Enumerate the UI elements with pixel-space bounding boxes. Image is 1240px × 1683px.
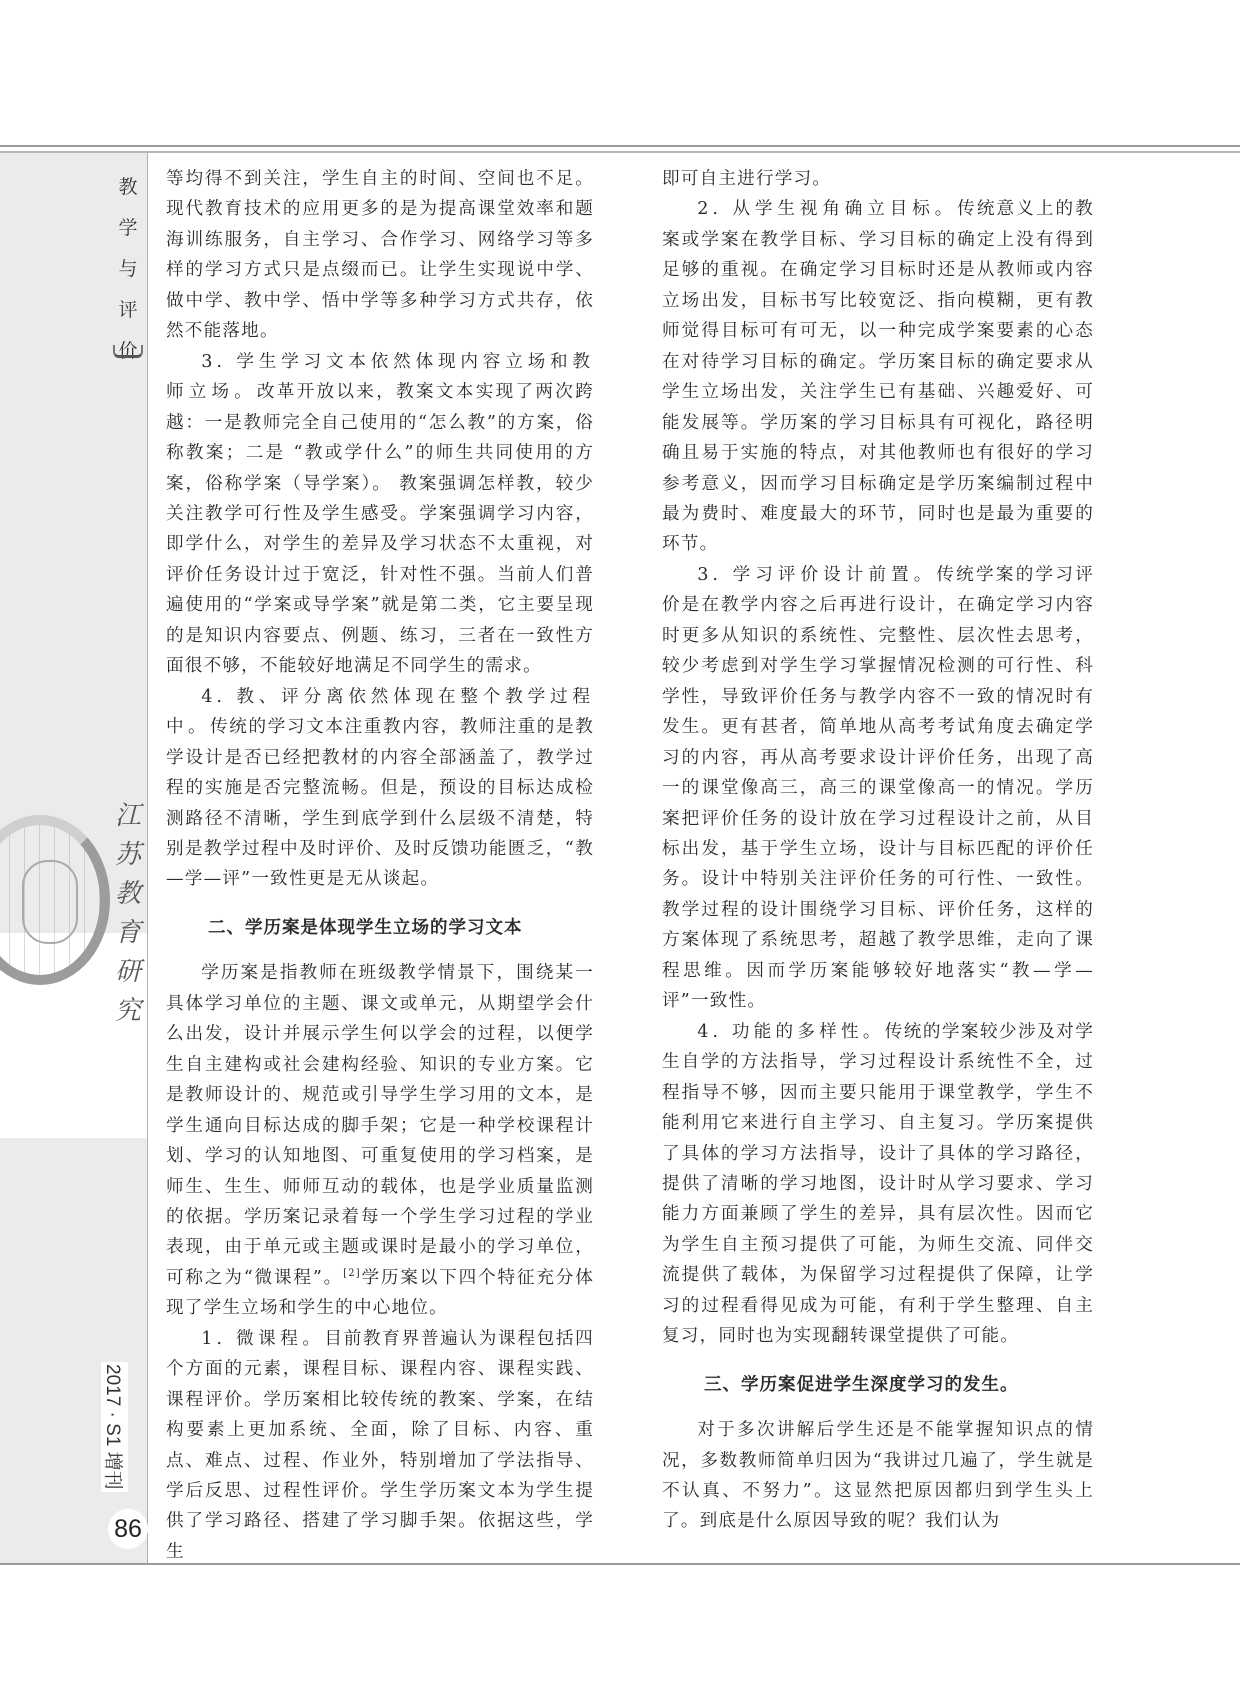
left-column (166, 164, 594, 1567)
paragraph: 对于多次讲解后学生还是不能掌握知识点的情况，多数教师简单归因为“我讲过几遍了，学生就是不认真、不努力”。这显然把原因都归到学生头上了。到底是什么原因导致的呢？我们认为 (662, 1420, 1094, 1532)
paragraph (662, 194, 1094, 559)
journal-name-char: 教 (114, 879, 141, 909)
citation-ref: [2] (343, 1268, 361, 1279)
paragraph-lead: 3. 学生学习文本依然体现内容立场和教师立场。 (166, 351, 594, 403)
paragraph-body: 传统的学习文本注重教内容，教师注重的是教学设计是否已经把教材的内容全部涵盖了，教学过程的实施是否完整流畅。但是，预设的目标达成检测路径不清晰，学生到底学到什么层级不清楚，特别是教学过程中及时评价、及时反馈功能匮乏，“教—学—评”一致性更是无从谈起。 (166, 717, 594, 890)
paragraph-body: 学历案是指教师在班级教学情景下，围绕某一具体学习单位的主题、课文或单元，从期望学会什么出发，设计并展示学生何以学会的过程，以便学生自主建构或社会建构经验、知识的专业方案。它是教师设计的、规范或引导学生学习用的文本，是学生通向目标达成的脚手架；它是一种学校课程计划、学习的认知地图、可重复使用的学习档案，是师生、生生、师师互动的载体，也是学业质量监测的依据。学历案记录着每一个学生学习过程的学业表现，由于单元或主题或课时是最小的学习单位，可称之为“微课程”。 (166, 963, 594, 1288)
section-label-char: 学 (118, 217, 138, 239)
page-number: 86 (108, 1509, 148, 1549)
paragraph-lead: 3. 学习评价设计前置。 (697, 564, 937, 585)
issue-label: 2017 · S1 增刊 (101, 1362, 128, 1492)
paragraph (166, 682, 594, 895)
paragraph-lead: 4. 功能的多样性。 (697, 1021, 885, 1042)
paragraph-body: 传统的学案较少涉及对学生自学的方法指导，学习过程设计系统性不全，过程指导不够，因而主要只能用于课堂教学，学生不能利用它来进行自主学习、自主复习。学历案提供了具体的学习方法指导，设计了具体的学习路径，提供了清晰的学习地图，设计时从学习要求、学习能力方面兼顾了学生的差异，具有层次性。因而它为学生自主预习提供了可能，为师生交流、同伴交流提供了载体，为保留学习过程提供了保障，让学习的过程看得见成为可能，有利于学生整理、自主复习，同时也为实现翻转课堂提供了可能。 (662, 1021, 1094, 1347)
paragraph-body: 目前教育界普遍认为课程包括四个方面的元素，课程目标、课程内容、课程实践、课程评价。学历案相比较传统的教案、学案，在结构要素上更加系统、全面，除了目标、内容、重点、难点、过程、作业外，特别增加了学法指导、学后反思、过程性评价。学生学历案文本为学生提供了学习路径、搭建了学习脚手架。依据这些，学生 (166, 1328, 594, 1562)
paragraph-body: 学历案以下四个特征充分体现了学生立场和学生的中心地位。 (166, 1267, 594, 1319)
bottom-rule (0, 1563, 1240, 1565)
journal-name-char: 究 (114, 996, 141, 1026)
paragraph (662, 1017, 1094, 1352)
top-rule-secondary (0, 151, 1240, 153)
journal-name-char: 苏 (114, 840, 141, 870)
right-column (662, 164, 1094, 1537)
paragraph (662, 560, 1094, 1017)
paragraph-body: 传统意义上的教案或学案在教学目标、学习目标的确定上没有得到足够的重视。在确定学习目标时还是从教师或内容立场出发，目标书写比较宽泛、指向模糊，更有教师觉得目标可有可无，以一种完成学案要素的心态在对待学习目标的确定。学历案目标的确定要求从学生立场出发，关注学生已有基础、兴趣爱好、可能发展等。学历案的学习目标具有可视化，路径明确且易于实施的特点，对其他教师也有很好的学习参考意义，因而学习目标确定是学历案编制过程中最为费时、难度最大的环节，同时也是最为重要的环节。 (662, 199, 1094, 555)
paragraph-body: 传统学案的学习评价是在教学内容之后再进行设计，在确定学习内容时更多从知识的系统性、完整性、层次性去思考，较少考虑到对学生学习掌握情况检测的可行性、科学性，导致评价任务与教学内容不一致的情况时有发生。更有甚者，简单地从高考考试角度去确定学习的内容，再从高考要求设计评价任务，出现了高一的课堂像高三，高三的课堂像高一的情况。学历案把评价任务的设计放在学习过程设计之前，从目标出发，基于学生立场，设计与目标匹配的评价任务。设计中特别关注评价任务的可行性、一致性。教学过程的设计围绕学习目标、评价任务，这样的方案体现了系统思考，超越了教学思维，走向了课程思维。因而学历案能够较好地落实“教—学—评”一致性。 (662, 564, 1094, 1012)
bracket-icon (113, 345, 143, 358)
section-label (116, 172, 140, 363)
journal-name-char: 育 (114, 918, 141, 948)
paragraph-lead: 1. 微课程。 (201, 1328, 325, 1349)
journal-name-char: 研 (114, 957, 141, 987)
section-heading: 二、学历案是体现学生立场的学习文本 (208, 917, 523, 938)
section-label-char: 教 (118, 176, 138, 198)
journal-name-char: 江 (114, 801, 141, 831)
paragraph-lead: 2. 从学生视角确立目标。 (697, 199, 958, 220)
journal-name (112, 795, 144, 1027)
seal-inner-icon (22, 860, 78, 944)
paragraph (166, 958, 594, 1323)
paragraph (166, 1324, 594, 1568)
top-rule (0, 145, 1240, 147)
paragraph: 等均得不到关注，学生自主的时间、空间也不足。现代教育技术的应用更多的是为提高课堂效率和题海训练服务，自主学习、合作学习、网络学习等多样的学习方式只是点缀而已。让学生实现说中学、做中学、教中学、悟中学等多种学习方式共存，依然不能落地。 (166, 169, 594, 342)
section-label-char: 与 (118, 258, 138, 280)
section-heading: 三、学历案促进学生深度学习的发生。 (704, 1374, 1019, 1395)
paragraph-lead: 4. 教、评分离依然体现在整个教学过程中。 (166, 686, 594, 738)
section-label-char: 价 (118, 340, 138, 362)
paragraph: 即可自主进行学习。 (662, 169, 832, 189)
section-label-char: 评 (118, 299, 138, 321)
paragraph-body: 改革开放以来，教案文本实现了两次跨越：一是教师完全自己使用的“怎么教”的方案，俗称教案；二是 “教或学什么”的师生共同使用的方案，俗称学案（导学案）。 教案强调怎样教，较少关注教学可行性及学生感受。学案强调学习内容，即学什么，对学生的差异及学习状态不太重视，对评价任务设计过于宽泛，针对性不强。当前人们普遍使用的“学案或导学案”就是第二类，它主要呈现的是知识内容要点、例题、练习，三者在一致性方面很不够，不能较好地满足不同学生的需求。 (166, 382, 594, 677)
paragraph (166, 347, 594, 682)
